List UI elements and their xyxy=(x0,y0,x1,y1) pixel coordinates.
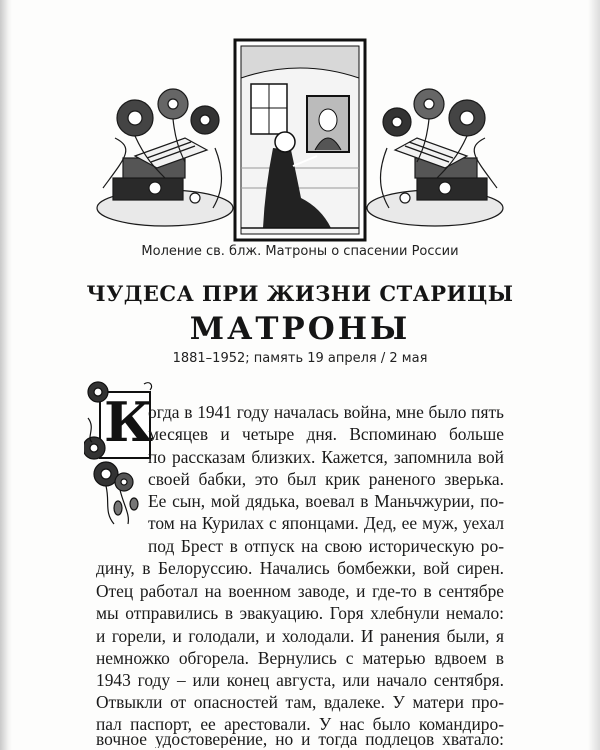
icon-scene-frame xyxy=(235,40,365,240)
page-gutter-shadow xyxy=(0,0,12,750)
text-line: под Брест в отпуск на свою историческую ро- xyxy=(148,536,504,556)
text-line: мы отправились в эвакуацию. Горя хлебнули немало: xyxy=(96,603,504,623)
text-line: немножко обгорела. Вернулись с матерью вдвоем в xyxy=(96,648,504,668)
chapter-title-line-1: ЧУДЕСА ПРИ ЖИЗНИ СТАРИЦЫ xyxy=(86,281,514,306)
text-line: и горели, и голодали, и холодали. И ранения были, я xyxy=(96,626,504,646)
left-flower-books-ornament xyxy=(97,89,233,226)
dates-subtitle: 1881–1952; память 19 апреля / 2 мая xyxy=(172,351,428,366)
text-line: 1943 году – или конец августа, или начало сентября. xyxy=(96,670,504,690)
text-line: дину, в Белоруссию. Начались бомбежки, вой сирен. xyxy=(96,558,504,578)
text-line: Отец работал на военном заводе, и где-то в сентябре xyxy=(96,581,504,601)
text-line: огда в 1941 году началась война, мне было пять xyxy=(148,402,504,422)
text-line: Отвыкли от опасностей там, вдалеке. У матери про- xyxy=(96,692,504,712)
illustration-caption: Моление св. блж. Матроны о спасении России xyxy=(141,244,459,259)
text-line: Ее сын, мой дядька, воевал в Маньчжурии, по- xyxy=(148,491,504,511)
drop-cap-letter: К xyxy=(104,390,154,454)
text-line: по рассказам близких. Кажется, запомнила вой xyxy=(148,447,504,467)
page-edge-shadow xyxy=(588,0,600,750)
text-line: месяцев и четыре дня. Вспоминаю больше xyxy=(148,424,504,444)
text-line: своей бабки, это был крик раненого зверька. xyxy=(148,469,504,489)
text-line: том на Курилах с японцами. Дед, ее муж, уехал xyxy=(148,513,504,533)
right-flower-books-ornament xyxy=(367,89,503,226)
text-line: пал паспорт, ее арестовали. У нас было командиро- xyxy=(96,714,504,734)
header-illustration xyxy=(95,38,505,243)
text-line: вочное удостоверение, но и тогда подлецов хватало: xyxy=(96,729,504,748)
chapter-title-line-2: МАТРОНЫ xyxy=(189,311,411,347)
